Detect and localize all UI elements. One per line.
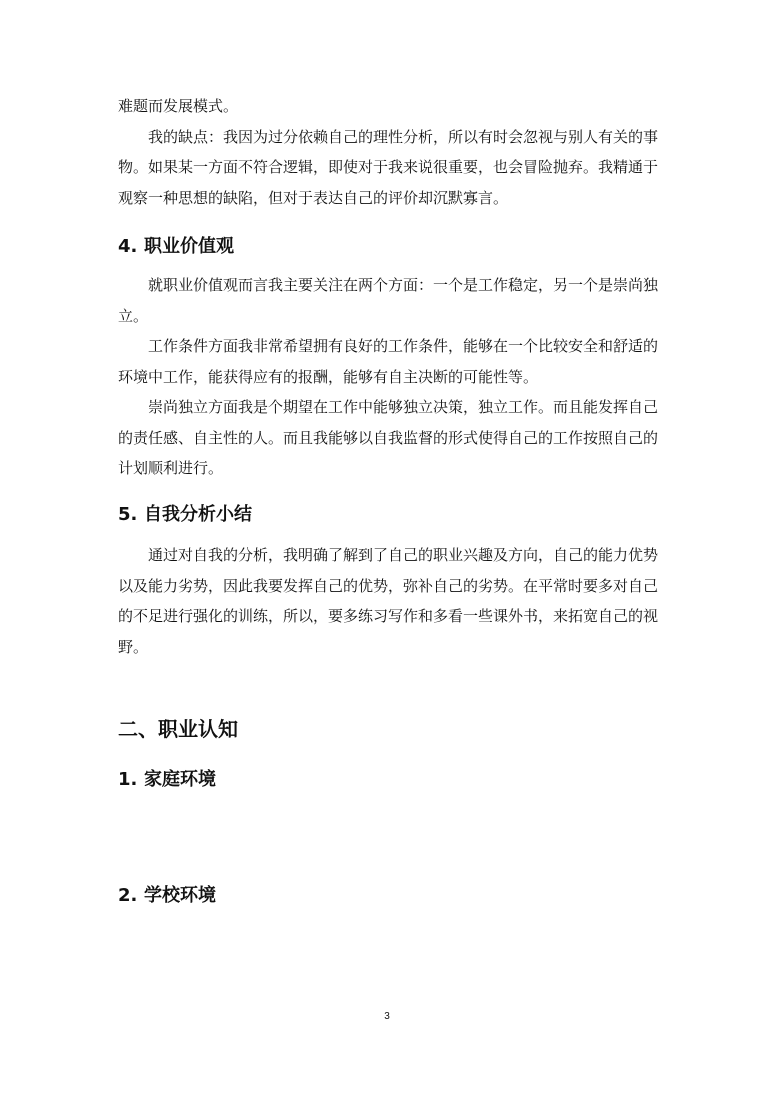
section4-heading <box>118 235 658 259</box>
chapter2-sub1-number: 1. <box>118 769 138 790</box>
chapter2-sub1-title: 家庭环境 <box>144 769 216 790</box>
chapter2-sub2-title: 学校环境 <box>144 885 216 906</box>
section4-paragraph-1: 就职业价值观而言我主要关注在两个方面：一个是工作稳定，另一个是崇尚独立。 <box>118 276 659 325</box>
intro-block <box>118 91 658 213</box>
weakness-paragraph: 我的缺点：我因为过分依赖自己的理性分析，所以有时会忽视与别人有关的事物。如果某一方面不符合逻辑，即使对于我来说很重要，也会冒险抛弃。我精通于观察一种思想的缺陷，但对于表达自己的评价却沉默寡言。 <box>118 127 659 207</box>
section4-number: 4. <box>118 236 138 257</box>
section5-paragraph: 通过对自我的分析，我明确了解到了自己的职业兴趣及方向，自己的能力优势以及能力劣势，因此我要发挥自己的优势，弥补自己的劣势。在平常时要多对自己的不足进行强化的训练，所以，要多练习写作和多看一些课外书，来拓宽自己的视野。 <box>118 546 659 656</box>
chapter2-sub1-heading <box>118 768 658 792</box>
section4-body <box>118 270 658 484</box>
chapter2-title: 二、职业认知 <box>118 717 238 741</box>
chapter2-heading <box>118 716 658 742</box>
section4-paragraph-2: 工作条件方面我非常希望拥有良好的工作条件，能够在一个比较安全和舒适的环境中工作，能获得应有的报酬，能够有自主决断的可能性等。 <box>118 337 659 386</box>
section4-paragraph-3: 崇尚独立方面我是个期望在工作中能够独立决策，独立工作。而且能发挥自己的责任感、自主性的人。而且我能够以自我监督的形式使得自己的工作按照自己的计划顺利进行。 <box>118 398 659 477</box>
chapter2-sub2-number: 2. <box>118 885 138 906</box>
page-number: 3 <box>384 1011 390 1022</box>
section5-body <box>118 540 658 662</box>
section4-title: 职业价值观 <box>144 236 234 257</box>
section5-heading <box>118 503 658 527</box>
section5-title: 自我分析小结 <box>144 504 252 525</box>
section5-number: 5. <box>118 504 138 525</box>
chapter2-sub2-heading <box>118 884 658 908</box>
intro-continuation: 难题而发展模式。 <box>118 97 239 115</box>
